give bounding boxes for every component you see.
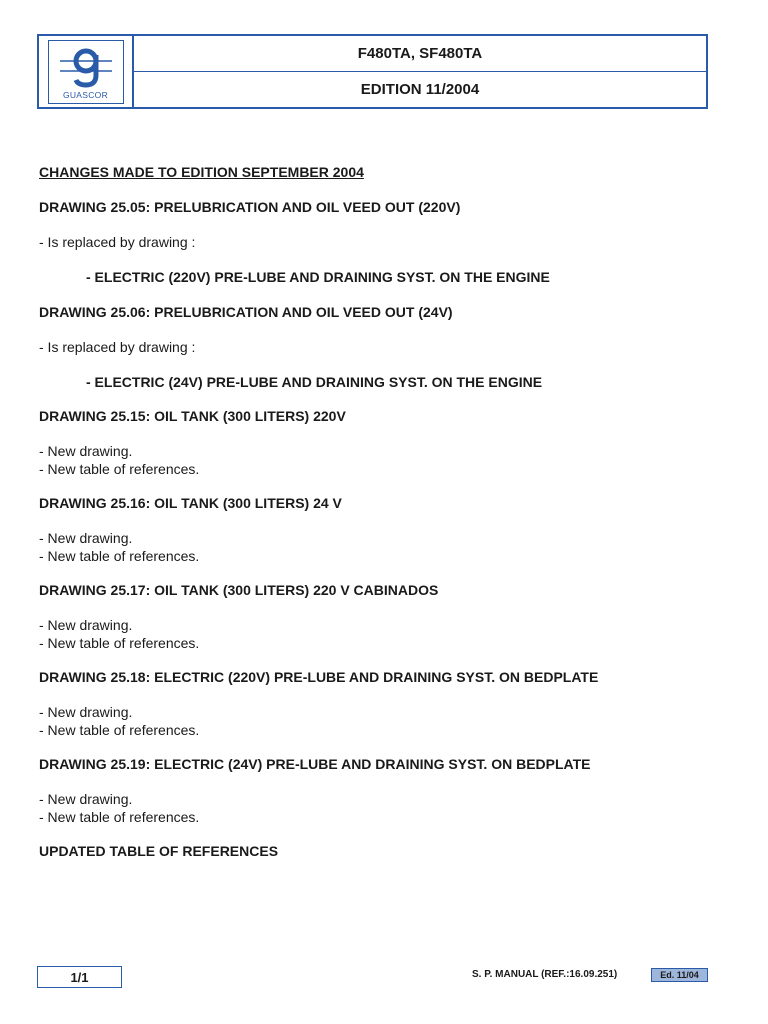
page-number: 1/1	[37, 966, 122, 988]
change-note: - New drawing.	[39, 443, 133, 459]
change-note: - New drawing.	[39, 704, 133, 720]
drawing-title: DRAWING 25.16: OIL TANK (300 LITERS) 24 V	[39, 495, 342, 511]
change-note: - New table of references.	[39, 809, 200, 825]
change-note: - New table of references.	[39, 548, 200, 564]
drawing-title: DRAWING 25.06: PRELUBRICATION AND OIL VEED OUT (24V)	[39, 304, 453, 320]
document-edition: EDITION 11/2004	[360, 81, 480, 98]
document-title: F480TA, SF480TA	[134, 36, 706, 72]
edition-badge: Ed. 11/04	[651, 968, 708, 982]
drawing-title: DRAWING 25.17: OIL TANK (300 LITERS) 220 V CABINADOS	[39, 582, 439, 598]
change-note: - New table of references.	[39, 461, 200, 477]
replacement-drawing: - ELECTRIC (220V) PRE-LUBE AND DRAINING SYST. ON THE ENGINE	[86, 269, 550, 285]
logo-cell	[39, 36, 134, 107]
change-note: - New table of references.	[39, 635, 200, 651]
drawing-title: DRAWING 25.18: ELECTRIC (220V) PRE-LUBE AND DRAINING SYST. ON BEDPLATE	[39, 669, 599, 685]
drawing-title: DRAWING 25.15: OIL TANK (300 LITERS) 220V	[39, 408, 346, 424]
change-note: - Is replaced by drawing :	[39, 234, 196, 250]
changes-content	[39, 160, 729, 860]
logo-text: GUASCOR	[62, 89, 109, 100]
changes-heading: CHANGES MADE TO EDITION SEPTEMBER 2004	[39, 164, 364, 180]
manual-reference: S. P. MANUAL (REF.:16.09.251)	[472, 969, 618, 980]
change-note: - New drawing.	[39, 791, 133, 807]
replacement-drawing: - ELECTRIC (24V) PRE-LUBE AND DRAINING SYST. ON THE ENGINE	[86, 374, 543, 390]
document-header	[37, 34, 708, 109]
guascor-logo-icon	[58, 45, 114, 89]
change-note: - New table of references.	[39, 722, 200, 738]
change-note: - New drawing.	[39, 530, 133, 546]
guascor-logo	[48, 40, 124, 104]
drawing-title: DRAWING 25.19: ELECTRIC (24V) PRE-LUBE AND DRAINING SYST. ON BEDPLATE	[39, 756, 591, 772]
change-note: - Is replaced by drawing :	[39, 339, 196, 355]
title-cell	[134, 36, 706, 107]
drawing-title: DRAWING 25.05: PRELUBRICATION AND OIL VEED OUT (220V)	[39, 199, 461, 215]
change-note: - New drawing.	[39, 617, 133, 633]
updated-references-heading: UPDATED TABLE OF REFERENCES	[39, 843, 279, 859]
